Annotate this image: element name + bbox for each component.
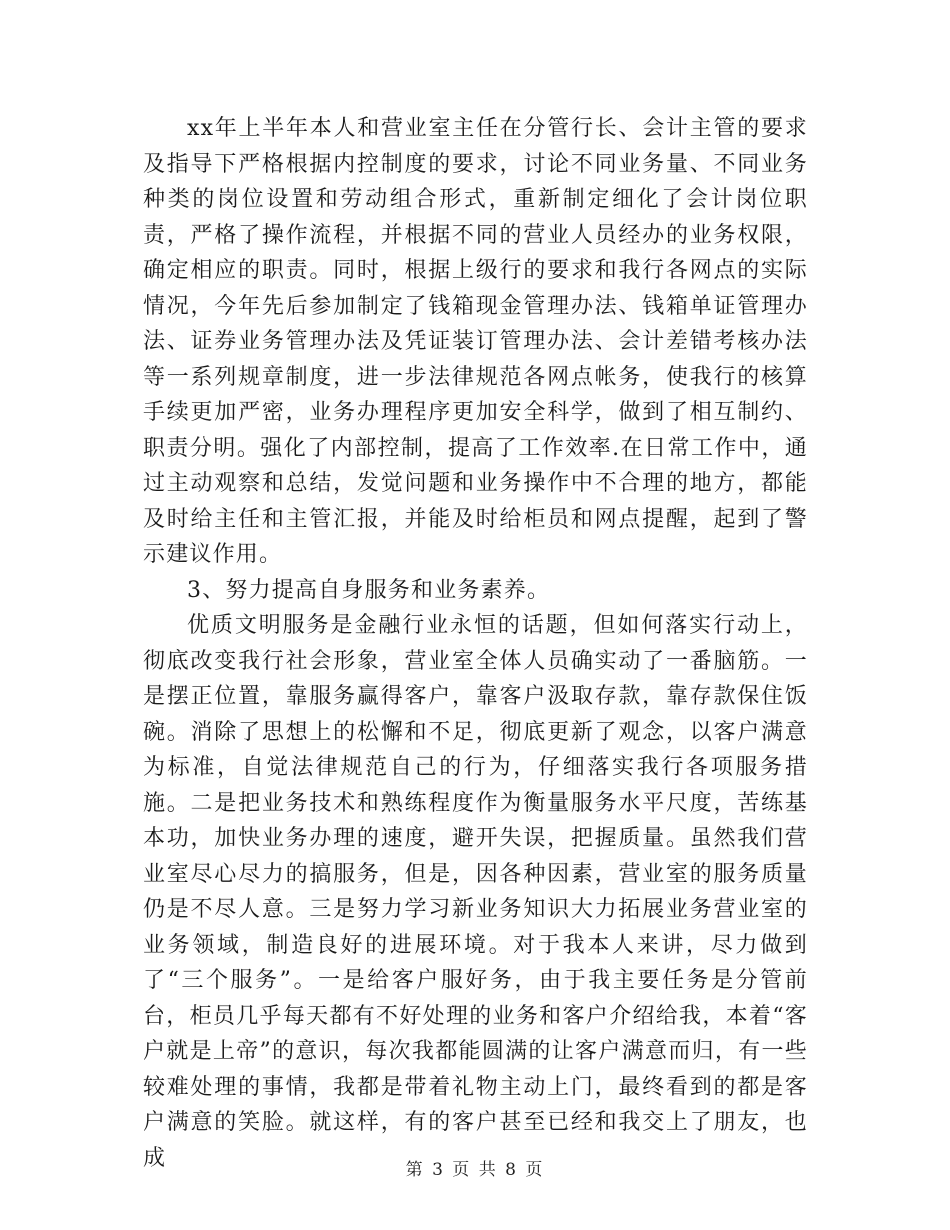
page-number-label: 第 3 页 共 8 页 (405, 1160, 545, 1180)
paragraph-internal-control: xx年上半年本人和营业室主任在分管行长、会计主管的要求及指导下严格根据内控制度的要求，讨论不同业务量、不同业务种类的岗位设置和劳动组合形式，重新制定细化了会计岗位职责，严格了操作流程，并根据不同的营业人员经办的业务权限，确定相应的职责。同时，根据上级行的要求和我行各网点的实际情况，今年先后参加制定了钱箱现金管理办法、钱箱单证管理办法、证券业务管理办法及凭证装订管理办法、会计差错考核办法等一系列规章制度，进一步法律规范各网点帐务，使我行的核算手续更加严密，业务办理程序更加安全科学，做到了相互制约、职责分明。强化了内部控制，提高了工作效率.在日常工作中，通过主动观察和总结，发觉问题和业务操作中不合理的地方，都能及时给主任和主管汇报，并能及时给柜员和网点提醒，起到了警示建议作用。 (143, 116, 808, 567)
page-footer (0, 1155, 950, 1180)
paragraph-service-quality: 优质文明服务是金融行业永恒的话题，但如何落实行动上，彻底改变我行社会形象，营业室全体人员确实动了一番脑筋。一是摆正位置，靠服务赢得客户，靠客户汲取存款，靠存款保住饭碗。消除了思想上的松懈和不足，彻底更新了观念，以客户满意为标准，自觉法律规范自己的行为，仔细落实我行各项服务措施。二是把业务技术和熟练程度作为衡量服务水平尺度，苦练基本功，加快业务办理的速度，避开失误，把握质量。虽然我们营业室尽心尽力的搞服务，但是，因各种因素，营业室的服务质量仍是不尽人意。三是努力学习新业务知识大力拓展业务营业室的业务领域，制造良好的进展环境。对于我本人来讲，尽力做到了“三个服务”。一是给客户服好务，由于我主要任务是分管前台，柜员几乎每天都有不好处理的业务和客户介绍给我，本着“客户就是上帝”的意识，每次我都能圆满的让客户满意而归，有一些较难处理的事情，我都是带着礼物主动上门，最终看到的都是客户满意的笑脸。就这样，有的客户甚至已经和我交上了朋友，也成 (143, 613, 808, 1171)
section-heading-service: 3、努力提高自身服务和业务素养。 (187, 577, 551, 603)
document-body (143, 111, 808, 1176)
